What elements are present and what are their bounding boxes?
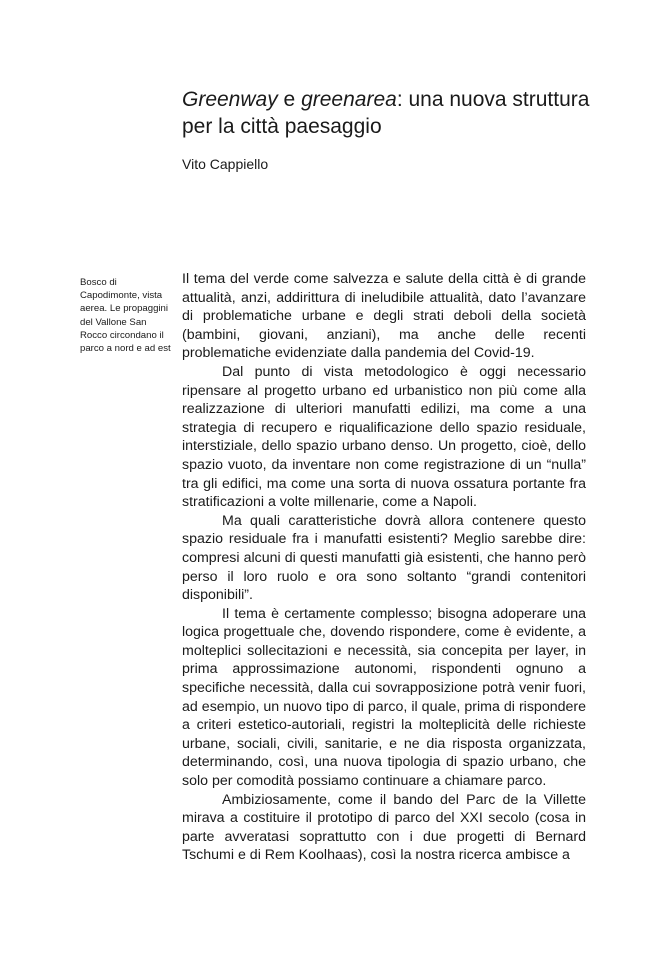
article-title (182, 86, 612, 140)
figure-caption: Bosco di Capodimonte, vista aerea. Le propaggini del Vallone San Rocco circondano il parco a nord e ad est (80, 277, 171, 355)
paragraph-3: Ma quali caratteristiche dovrà allora contenere questo spazio residuale fra i manufatti esistenti? Meglio sarebbe dire: compresi alcuni di questi manufatti già esistenti, che hanno però perso il loro ruolo e ora sono soltanto “grandi contenitori disponibili”. (182, 512, 586, 604)
paragraph-1: Il tema del verde come salvezza e salute della città è di grande attualità, anzi, addirittura di ineludibile attualità, dato l’avanzare di problematiche urbane e degli strati deboli della società (bambini, giovani, anziani), ma anche delle recenti problematiche evidenziate dalla pandemia del Covid-19. (182, 271, 586, 362)
paragraph-4: Il tema è certamente complesso; bisogna adoperare una logica progettuale che, dovendo rispondere, come è evidente, a molteplici sollecitazioni e necessità, sia concepita per layer, in prima approssimazione autonomi, rispondenti ognuno a specifiche necessità, dalla cui sovrapposizione potrà venir fuori, ad esempio, un nuovo tipo di parco, il quale, prima di rispondere a criteri estetico-autoriali, registri la molteplicità delle richieste urbane, sociali, civili, sanitarie, e ne dia risposta organizzata, determinando, così, una nuova tipologia di spazio urbano, che solo per comodità possiamo continuare a chiamare parco. (182, 605, 586, 790)
title-rest: : una nuova struttura per la città paesaggio (182, 88, 590, 138)
author-name: Vito Cappiello (182, 156, 269, 172)
title-greenarea: greenarea (301, 88, 397, 111)
title-connector: e (277, 88, 302, 111)
paragraph-5: Ambiziosamente, come il bando del Parc de la Villette mirava a costituire il prototipo di parco del XXI secolo (cosa in parte avveratasi soprattutto con i due progetti di Bernard Tschumi e di Rem Koolhaas), così la nostra ricerca ambisce a (182, 791, 586, 864)
paragraph-2: Dal punto di vista metodologico è oggi necessario ripensare al progetto urbano ed urbanistico non più come alla realizzazione di ulteriori manufatti edilizi, ma come a una strategia di recupero e riqualificazione dello spazio residuale, interstiziale, dello spazio urbano denso. Un progetto, cioè, dello spazio vuoto, da inventare non come registrazione di un “nulla” tra gli edifici, ma come una sorta di nuova ossatura portante fra stratificazioni a volte millenarie, come a Napoli. (182, 363, 586, 511)
article-body (182, 270, 586, 865)
title-greenway: Greenway (182, 88, 278, 111)
